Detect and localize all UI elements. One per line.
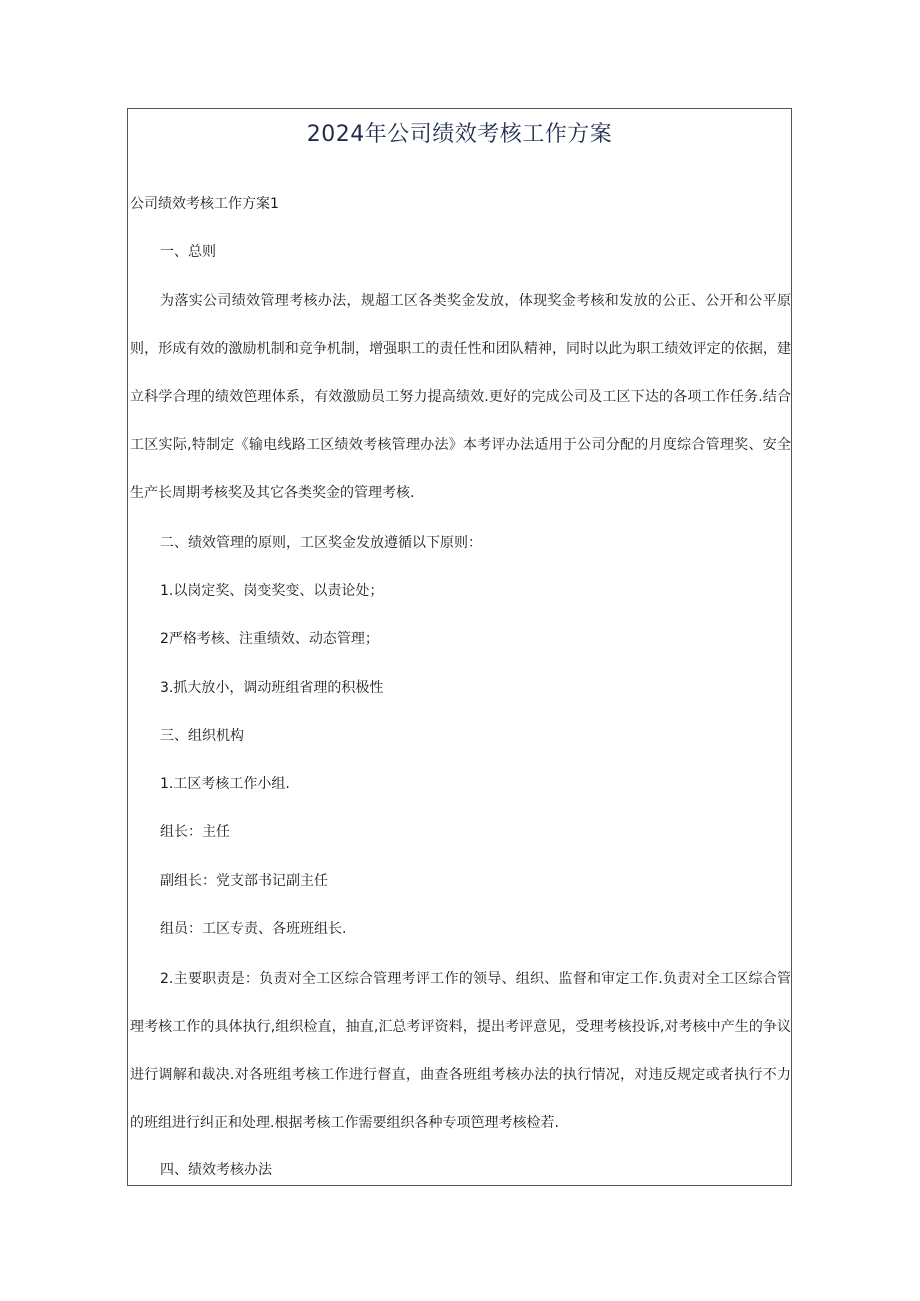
principle-item: 1.以岗定奖、岗变奖变、以责论处； [160,583,384,599]
duties-paragraph: 2.主要职责是：负责对全工区综合管理考评工作的领导、组织、监督和审定工作.负责对全工区综合管理考核工作的具体执行,组织检直，抽直,汇总考评资料，提出考评意见，受理考核投诉,对考核中产生的争议进行调解和裁决.对各班组考核工作进行督直，曲查各班组考核办法的执行情况，对违反规定或者执行不力的班组进行纠正和处理.根据考核工作需要组织各种专项笆理考核检若. [130,971,791,1131]
section-heading-methods: 四、绩效考核办法 [160,1162,272,1178]
deputy-leader: 副组长：党支部书记副主任 [160,873,328,889]
assessment-group-heading: 1.工区考核工作小组. [160,776,290,792]
document-page [127,108,792,1186]
plan-heading: 公司绩效考核工作方案1 [130,196,279,212]
section-heading-general: 一、总则 [160,244,216,260]
general-paragraph: 为落实公司绩效管理考核办法，规超工区各类奖金发放，体现奖金考核和发放的公正、公开和公平原则，形成有效的激励机制和竞争机制，增强职工的责任性和团队精神，同时以此为职工绩效评定的依据，建立科学合理的绩效笆理体系，有效激励员工努力提高绩效.更好的完成公司及工区下达的各项工作任务.结合工区实际,特制定《输电线路工区绩效考核管理办法》本考评办法适用于公司分配的月度综合管理奖、安全生产长周期考核奖及其它各类奖金的管理考核. [130,293,791,501]
group-members: 组员：工区专责、各班班组长. [160,921,347,937]
section-heading-organization: 三、组织机构 [160,728,244,744]
page-title: 2024年公司绩效考核工作方案 [306,122,613,147]
group-leader: 组长：主任 [160,824,230,840]
principle-item: 2严格考核、注重绩效、动态管理； [160,631,379,647]
principle-item: 3.抓大放小，调动班组省理的积极性 [160,680,384,696]
section-heading-principles: 二、绩效管理的原则，工区奖金发放遵循以下原则： [160,535,482,551]
